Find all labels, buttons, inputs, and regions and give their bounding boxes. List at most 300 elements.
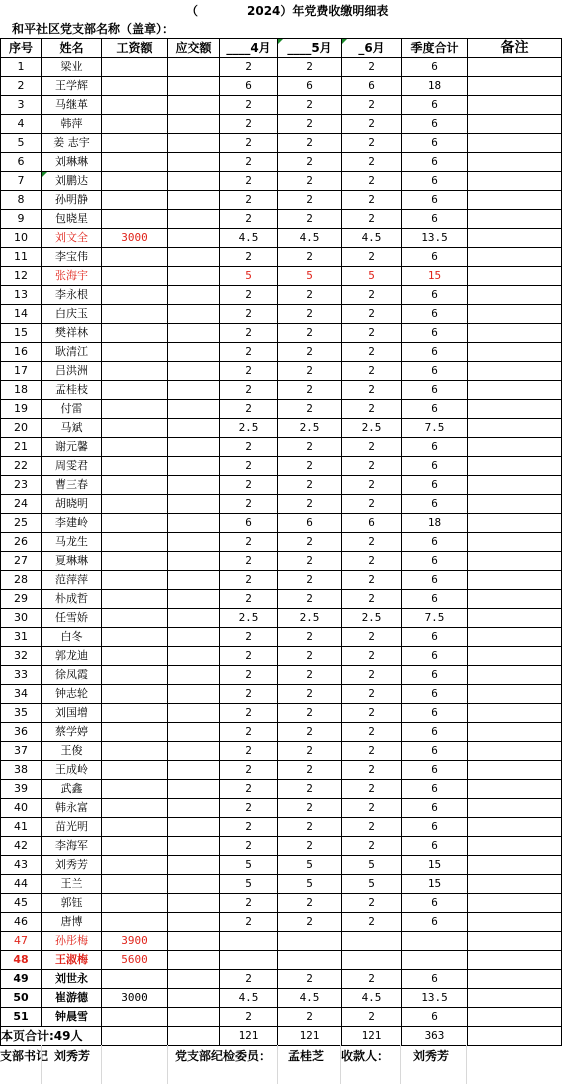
cell-april[interactable]: 2 [220,191,278,210]
header-due[interactable]: 应交额 [168,39,220,58]
header-seq[interactable]: 序号 [1,39,42,58]
summary-remarks[interactable] [468,1027,562,1046]
cell-may[interactable]: 2 [278,343,342,362]
cell-wage[interactable] [102,153,168,172]
cell-remarks[interactable] [468,647,562,666]
cell-name[interactable]: 白庆玉 [42,305,102,324]
cell-due[interactable] [168,609,220,628]
cell-april[interactable]: 2 [220,134,278,153]
cell-name[interactable]: 唐博 [42,913,102,932]
cell-name[interactable]: 李宝伟 [42,248,102,267]
cell-name[interactable]: 吕洪洲 [42,362,102,381]
cell-may[interactable]: 2 [278,628,342,647]
cell-seq[interactable]: 45 [1,894,42,913]
cell-seq[interactable]: 47 [1,932,42,951]
cell-may[interactable]: 2 [278,894,342,913]
cell-seq[interactable]: 7 [1,172,42,191]
cell-seq[interactable]: 3 [1,96,42,115]
cell-name[interactable]: 周雯君 [42,457,102,476]
cell-name[interactable]: 钟晨雪 [42,1008,102,1027]
cell-april[interactable]: 2 [220,210,278,229]
cell-name[interactable]: 苗光明 [42,818,102,837]
cell-april[interactable]: 2 [220,685,278,704]
cell-name[interactable]: 刘世永 [42,970,102,989]
cell-name[interactable]: 马龙生 [42,533,102,552]
cell-may[interactable]: 2 [278,742,342,761]
cell-remarks[interactable] [468,305,562,324]
cell-name[interactable]: 范萍萍 [42,571,102,590]
cell-name[interactable]: 马继革 [42,96,102,115]
cell-may[interactable]: 2 [278,780,342,799]
cell-name[interactable]: 孙明静 [42,191,102,210]
cell-april[interactable]: 2 [220,647,278,666]
cell-due[interactable] [168,818,220,837]
cell-seq[interactable]: 22 [1,457,42,476]
cell-april[interactable]: 2 [220,533,278,552]
cell-may[interactable]: 2 [278,647,342,666]
cell-april[interactable]: 2 [220,723,278,742]
cell-seq[interactable]: 2 [1,77,42,96]
cell-remarks[interactable] [468,134,562,153]
cell-april[interactable]: 6 [220,514,278,533]
header-name[interactable]: 姓名 [42,39,102,58]
cell-may[interactable]: 2 [278,970,342,989]
cell-remarks[interactable] [468,229,562,248]
cell-quarter-total[interactable]: 6 [402,533,468,552]
cell-due[interactable] [168,533,220,552]
cell-name[interactable]: 刘鹏达 [42,172,102,191]
cell-quarter-total[interactable]: 6 [402,894,468,913]
cell-quarter-total[interactable]: 6 [402,286,468,305]
cell-name[interactable]: 崔游德 [42,989,102,1008]
cell-due[interactable] [168,837,220,856]
cell-remarks[interactable] [468,362,562,381]
cell-wage[interactable] [102,476,168,495]
cell-june[interactable]: 2 [342,210,402,229]
cell-june[interactable]: 2 [342,666,402,685]
cell-quarter-total[interactable]: 6 [402,191,468,210]
cell-april[interactable]: 6 [220,77,278,96]
cell-june[interactable]: 2 [342,286,402,305]
cell-remarks[interactable] [468,96,562,115]
cell-wage[interactable] [102,58,168,77]
cell-quarter-total[interactable] [402,951,468,970]
cell-remarks[interactable] [468,400,562,419]
cell-june[interactable]: 2 [342,571,402,590]
cell-quarter-total[interactable]: 6 [402,457,468,476]
cell-june[interactable]: 2 [342,96,402,115]
cell-june[interactable]: 2 [342,837,402,856]
cell-name[interactable]: 孟桂枝 [42,381,102,400]
cell-may[interactable]: 2 [278,476,342,495]
cell-seq[interactable]: 9 [1,210,42,229]
cell-remarks[interactable] [468,514,562,533]
cell-name[interactable]: 付雷 [42,400,102,419]
cell-june[interactable]: 6 [342,77,402,96]
cell-seq[interactable]: 37 [1,742,42,761]
cell-may[interactable]: 2 [278,96,342,115]
cell-june[interactable]: 2 [342,134,402,153]
cell-june[interactable]: 2 [342,191,402,210]
cell-april[interactable]: 2 [220,799,278,818]
cell-name[interactable]: 张海宇 [42,267,102,286]
cell-seq[interactable]: 36 [1,723,42,742]
cell-seq[interactable]: 42 [1,837,42,856]
cell-may[interactable]: 2 [278,58,342,77]
cell-seq[interactable]: 27 [1,552,42,571]
cell-may[interactable]: 2 [278,248,342,267]
cell-remarks[interactable] [468,590,562,609]
cell-due[interactable] [168,324,220,343]
cell-due[interactable] [168,153,220,172]
cell-name[interactable]: 包晓星 [42,210,102,229]
cell-name[interactable]: 谢元馨 [42,438,102,457]
cell-june[interactable]: 2 [342,400,402,419]
cell-remarks[interactable] [468,438,562,457]
cell-due[interactable] [168,210,220,229]
cell-may[interactable]: 2 [278,1008,342,1027]
cell-wage[interactable] [102,742,168,761]
cell-due[interactable] [168,647,220,666]
cell-seq[interactable]: 4 [1,115,42,134]
cell-wage[interactable] [102,1008,168,1027]
cell-may[interactable]: 5 [278,856,342,875]
cell-seq[interactable]: 24 [1,495,42,514]
cell-remarks[interactable] [468,77,562,96]
cell-may[interactable]: 4.5 [278,989,342,1008]
cell-quarter-total[interactable]: 13.5 [402,989,468,1008]
cell-seq[interactable]: 44 [1,875,42,894]
cell-april[interactable]: 2 [220,400,278,419]
cell-due[interactable] [168,495,220,514]
cell-june[interactable]: 2 [342,457,402,476]
cell-name[interactable]: 郭龙迪 [42,647,102,666]
cell-june[interactable]: 2 [342,723,402,742]
cell-quarter-total[interactable]: 6 [402,362,468,381]
cell-may[interactable]: 2 [278,115,342,134]
cell-quarter-total[interactable]: 18 [402,77,468,96]
cell-april[interactable]: 2 [220,476,278,495]
cell-april[interactable]: 2 [220,818,278,837]
cell-quarter-total[interactable]: 6 [402,704,468,723]
cell-april[interactable]: 2 [220,305,278,324]
cell-seq[interactable]: 41 [1,818,42,837]
cell-april[interactable]: 2 [220,343,278,362]
cell-april[interactable]: 2 [220,590,278,609]
cell-quarter-total[interactable] [402,932,468,951]
cell-seq[interactable]: 19 [1,400,42,419]
cell-wage[interactable] [102,324,168,343]
summary-april[interactable]: 121 [220,1027,278,1046]
cell-seq[interactable]: 21 [1,438,42,457]
cell-remarks[interactable] [468,799,562,818]
cell-seq[interactable]: 11 [1,248,42,267]
cell-remarks[interactable] [468,210,562,229]
cell-remarks[interactable] [468,191,562,210]
cell-due[interactable] [168,723,220,742]
cell-due[interactable] [168,115,220,134]
cell-name[interactable]: 郭钰 [42,894,102,913]
cell-wage[interactable] [102,191,168,210]
cell-may[interactable]: 2 [278,685,342,704]
cell-seq[interactable]: 38 [1,761,42,780]
cell-april[interactable]: 2 [220,362,278,381]
cell-april[interactable]: 5 [220,267,278,286]
cell-wage[interactable] [102,609,168,628]
cell-name[interactable]: 马斌 [42,419,102,438]
cell-wage[interactable] [102,875,168,894]
cell-april[interactable]: 2 [220,324,278,343]
cell-name[interactable]: 樊祥林 [42,324,102,343]
cell-may[interactable]: 2 [278,153,342,172]
cell-remarks[interactable] [468,932,562,951]
cell-may[interactable]: 2.5 [278,419,342,438]
cell-may[interactable] [278,951,342,970]
cell-june[interactable]: 2 [342,913,402,932]
cell-april[interactable]: 2 [220,248,278,267]
cell-april[interactable]: 2 [220,153,278,172]
cell-april[interactable]: 2 [220,571,278,590]
cell-april[interactable]: 2 [220,780,278,799]
cell-seq[interactable]: 17 [1,362,42,381]
cell-wage[interactable] [102,400,168,419]
cell-due[interactable] [168,742,220,761]
cell-due[interactable] [168,381,220,400]
cell-april[interactable]: 2 [220,913,278,932]
cell-name[interactable]: 王成岭 [42,761,102,780]
cell-seq[interactable]: 10 [1,229,42,248]
cell-wage[interactable] [102,761,168,780]
cell-wage[interactable] [102,96,168,115]
cell-may[interactable]: 2 [278,761,342,780]
cell-may[interactable]: 2 [278,438,342,457]
cell-remarks[interactable] [468,913,562,932]
cell-remarks[interactable] [468,894,562,913]
cell-wage[interactable] [102,837,168,856]
cell-june[interactable]: 4.5 [342,989,402,1008]
cell-wage[interactable] [102,77,168,96]
cell-remarks[interactable] [468,267,562,286]
cell-april[interactable]: 2 [220,1008,278,1027]
cell-seq[interactable]: 1 [1,58,42,77]
cell-quarter-total[interactable]: 6 [402,58,468,77]
cell-quarter-total[interactable]: 15 [402,875,468,894]
header-april[interactable]: ____4月 [220,39,278,58]
cell-due[interactable] [168,438,220,457]
cell-remarks[interactable] [468,476,562,495]
cell-name[interactable]: 刘国增 [42,704,102,723]
cell-due[interactable] [168,343,220,362]
cell-seq[interactable]: 48 [1,951,42,970]
cell-june[interactable]: 2 [342,1008,402,1027]
cell-may[interactable]: 2 [278,362,342,381]
cell-name[interactable]: 徐凤霞 [42,666,102,685]
cell-may[interactable]: 2 [278,590,342,609]
cell-wage[interactable] [102,343,168,362]
cell-quarter-total[interactable]: 6 [402,761,468,780]
cell-april[interactable]: 4.5 [220,229,278,248]
summary-june[interactable]: 121 [342,1027,402,1046]
cell-quarter-total[interactable]: 6 [402,685,468,704]
cell-remarks[interactable] [468,495,562,514]
cell-due[interactable] [168,248,220,267]
cell-may[interactable]: 2 [278,552,342,571]
cell-june[interactable]: 2 [342,590,402,609]
cell-quarter-total[interactable]: 6 [402,571,468,590]
cell-remarks[interactable] [468,324,562,343]
cell-may[interactable]: 5 [278,267,342,286]
cell-may[interactable]: 2 [278,837,342,856]
cell-april[interactable]: 2 [220,457,278,476]
cell-quarter-total[interactable]: 6 [402,552,468,571]
cell-june[interactable]: 2 [342,894,402,913]
cell-wage[interactable] [102,799,168,818]
cell-may[interactable]: 2.5 [278,609,342,628]
cell-wage[interactable] [102,571,168,590]
cell-wage[interactable] [102,913,168,932]
cell-seq[interactable]: 28 [1,571,42,590]
cell-name[interactable]: 孙彤梅 [42,932,102,951]
cell-wage[interactable] [102,267,168,286]
cell-may[interactable]: 2 [278,495,342,514]
cell-april[interactable]: 2 [220,115,278,134]
cell-april[interactable]: 2 [220,894,278,913]
cell-quarter-total[interactable]: 6 [402,210,468,229]
cell-may[interactable]: 2 [278,191,342,210]
cell-name[interactable]: 王俊 [42,742,102,761]
cell-may[interactable]: 2 [278,305,342,324]
cell-due[interactable] [168,628,220,647]
cell-quarter-total[interactable]: 15 [402,856,468,875]
cell-may[interactable]: 2 [278,210,342,229]
cell-wage[interactable] [102,818,168,837]
cell-june[interactable]: 2 [342,381,402,400]
cell-april[interactable]: 2 [220,742,278,761]
cell-may[interactable] [278,932,342,951]
cell-remarks[interactable] [468,533,562,552]
cell-name[interactable]: 曹三春 [42,476,102,495]
cell-due[interactable] [168,856,220,875]
cell-quarter-total[interactable]: 6 [402,96,468,115]
cell-due[interactable] [168,286,220,305]
cell-june[interactable]: 2 [342,552,402,571]
cell-due[interactable] [168,267,220,286]
cell-seq[interactable]: 13 [1,286,42,305]
cell-quarter-total[interactable]: 6 [402,1008,468,1027]
cell-wage[interactable]: 3000 [102,989,168,1008]
cell-remarks[interactable] [468,856,562,875]
cell-wage[interactable] [102,134,168,153]
cell-wage[interactable] [102,685,168,704]
cell-seq[interactable]: 18 [1,381,42,400]
cell-wage[interactable] [102,248,168,267]
summary-wage[interactable] [102,1027,168,1046]
cell-april[interactable]: 2 [220,96,278,115]
cell-june[interactable]: 2 [342,970,402,989]
cell-quarter-total[interactable]: 6 [402,115,468,134]
cell-name[interactable]: 朴成哲 [42,590,102,609]
cell-due[interactable] [168,970,220,989]
cell-april[interactable]: 2 [220,381,278,400]
cell-may[interactable]: 6 [278,77,342,96]
cell-quarter-total[interactable]: 6 [402,476,468,495]
cell-june[interactable]: 2 [342,438,402,457]
cell-wage[interactable] [102,305,168,324]
cell-june[interactable]: 4.5 [342,229,402,248]
cell-seq[interactable]: 33 [1,666,42,685]
cell-remarks[interactable] [468,780,562,799]
cell-april[interactable]: 2 [220,495,278,514]
cell-quarter-total[interactable]: 15 [402,267,468,286]
cell-seq[interactable]: 26 [1,533,42,552]
cell-remarks[interactable] [468,666,562,685]
cell-name[interactable]: 王淑梅 [42,951,102,970]
cell-seq[interactable]: 34 [1,685,42,704]
cell-wage[interactable] [102,419,168,438]
cell-seq[interactable]: 12 [1,267,42,286]
cell-may[interactable]: 2 [278,457,342,476]
cell-may[interactable]: 2 [278,172,342,191]
cell-seq[interactable]: 43 [1,856,42,875]
cell-due[interactable] [168,419,220,438]
cell-due[interactable] [168,58,220,77]
cell-remarks[interactable] [468,457,562,476]
cell-quarter-total[interactable]: 6 [402,723,468,742]
cell-quarter-total[interactable]: 6 [402,324,468,343]
summary-total[interactable]: 363 [402,1027,468,1046]
cell-remarks[interactable] [468,381,562,400]
cell-quarter-total[interactable]: 13.5 [402,229,468,248]
cell-wage[interactable]: 3000 [102,229,168,248]
cell-wage[interactable] [102,210,168,229]
cell-wage[interactable] [102,723,168,742]
cell-remarks[interactable] [468,115,562,134]
cell-name[interactable]: 韩永富 [42,799,102,818]
cell-june[interactable]: 2 [342,685,402,704]
cell-due[interactable] [168,951,220,970]
cell-due[interactable] [168,191,220,210]
cell-due[interactable] [168,77,220,96]
cell-quarter-total[interactable]: 6 [402,400,468,419]
cell-name[interactable]: 姜 志宇 [42,134,102,153]
summary-due[interactable] [168,1027,220,1046]
cell-due[interactable] [168,799,220,818]
cell-remarks[interactable] [468,1008,562,1027]
cell-may[interactable]: 2 [278,400,342,419]
cell-due[interactable] [168,875,220,894]
cell-seq[interactable]: 25 [1,514,42,533]
cell-due[interactable] [168,172,220,191]
cell-june[interactable]: 2 [342,761,402,780]
cell-name[interactable]: 梁业 [42,58,102,77]
cell-quarter-total[interactable]: 6 [402,742,468,761]
cell-seq[interactable]: 50 [1,989,42,1008]
cell-seq[interactable]: 20 [1,419,42,438]
cell-may[interactable]: 2 [278,134,342,153]
header-remarks[interactable]: 备注 [468,39,562,58]
cell-may[interactable]: 2 [278,381,342,400]
header-june[interactable]: _6月 [342,39,402,58]
cell-due[interactable] [168,552,220,571]
cell-april[interactable]: 2 [220,970,278,989]
cell-wage[interactable] [102,495,168,514]
cell-seq[interactable]: 6 [1,153,42,172]
cell-wage[interactable] [102,666,168,685]
cell-name[interactable]: 王学辉 [42,77,102,96]
cell-quarter-total[interactable]: 6 [402,172,468,191]
cell-april[interactable]: 2 [220,704,278,723]
cell-due[interactable] [168,400,220,419]
